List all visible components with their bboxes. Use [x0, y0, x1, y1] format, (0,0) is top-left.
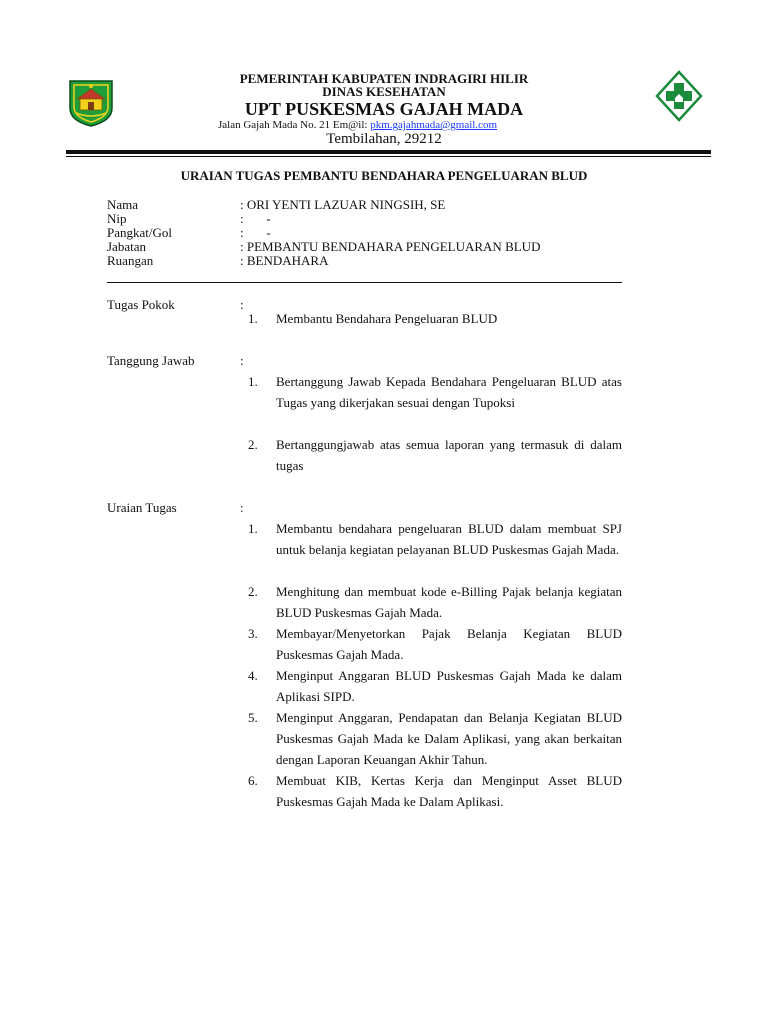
value-jabatan: : PEMBANTU BENDAHARA PENGELUARAN BLUD	[240, 239, 541, 254]
list-item	[248, 770, 622, 812]
label-nip: Nip	[107, 211, 127, 226]
item-text: Membayar/Menyetorkan Pajak Belanja Kegiatan BLUD Puskesmas Gajah Mada.	[276, 626, 622, 662]
list-item	[248, 665, 622, 707]
label-nama: Nama	[107, 197, 139, 212]
header-address	[218, 119, 497, 131]
header-government: PEMERINTAH KABUPATEN INDRAGIRI HILIR	[239, 71, 529, 86]
value-nip: : -	[240, 211, 271, 226]
item-number: 1.	[248, 521, 258, 536]
label-pangkat-gol: Pangkat/Gol	[107, 225, 172, 240]
item-number: 3.	[248, 626, 258, 641]
item-number: 6.	[248, 773, 258, 788]
item-text: Bertanggung Jawab Kepada Bendahara Pengeluaran BLUD atas Tugas yang dikerjakan sesuai dengan Tupoksi	[276, 374, 622, 410]
item-text: Membuat KIB, Kertas Kerja dan Menginput Asset BLUD Puskesmas Gajah Mada ke Dalam Aplikasi.	[276, 773, 622, 809]
list-item	[248, 623, 622, 665]
document-title: URAIAN TUGAS PEMBANTU BENDAHARA PENGELUARAN BLUD	[180, 168, 588, 183]
identity-divider	[107, 282, 622, 283]
value-pangkat-gol: : -	[240, 225, 271, 240]
label-ruangan: Ruangan	[107, 253, 154, 268]
item-number: 1.	[248, 311, 258, 326]
label-jabatan: Jabatan	[107, 239, 146, 254]
list-item	[248, 434, 622, 476]
item-number: 1.	[248, 374, 258, 389]
section-label-tugas-pokok: Tugas Pokok	[107, 297, 175, 312]
item-number: 2.	[248, 437, 258, 452]
item-text: Menginput Anggaran BLUD Puskesmas Gajah Mada ke dalam Aplikasi SIPD.	[276, 668, 622, 704]
item-number: 4.	[248, 668, 258, 683]
item-text: Membantu bendahara pengeluaran BLUD dalam membuat SPJ untuk belanja kegiatan pelayanan BLUD Puskesmas Gajah Mada.	[276, 521, 622, 557]
section-label-uraian-tugas: Uraian Tugas	[107, 500, 177, 515]
list-item	[248, 308, 622, 329]
section-label-tanggung-jawab: Tanggung Jawab	[107, 353, 195, 368]
header-department: DINAS KESEHATAN	[322, 84, 446, 99]
header-rule-thick	[66, 150, 711, 154]
list-item	[248, 371, 622, 413]
section-colon: :	[240, 297, 244, 312]
item-number: 5.	[248, 710, 258, 725]
header-city: Tembilahan, 29212	[326, 131, 442, 147]
list-item	[248, 707, 622, 770]
list-item	[248, 518, 622, 560]
list-item	[248, 581, 622, 623]
section-colon: :	[240, 500, 244, 515]
item-number: 2.	[248, 584, 258, 599]
section-colon: :	[240, 353, 244, 368]
email-link[interactable]: pkm.gajahmada@gmail.com	[370, 119, 498, 131]
item-text: Menginput Anggaran, Pendapatan dan Belanja Kegiatan BLUD Puskesmas Gajah Mada ke Dalam Aplikasi, yang akan berkaitan dengan Laporan Keuangan Akhir Tahun.	[276, 710, 622, 767]
value-ruangan: : BENDAHARA	[240, 253, 329, 268]
item-text: Membantu Bendahara Pengeluaran BLUD	[276, 311, 498, 326]
header-rule-thin	[66, 156, 711, 157]
value-nama: : ORI YENTI LAZUAR NINGSIH, SE	[240, 197, 446, 212]
item-text: Bertanggungjawab atas semua laporan yang termasuk di dalam tugas	[276, 437, 622, 473]
header-institution: UPT PUSKESMAS GAJAH MADA	[244, 99, 524, 119]
puskesmas-cross-icon	[655, 70, 703, 122]
address-text: Jalan Gajah Mada No. 21 Em@il:	[218, 119, 368, 131]
item-text: Menghitung dan membuat kode e-Billing Pajak belanja kegiatan BLUD Puskesmas Gajah Mada.	[276, 584, 622, 620]
